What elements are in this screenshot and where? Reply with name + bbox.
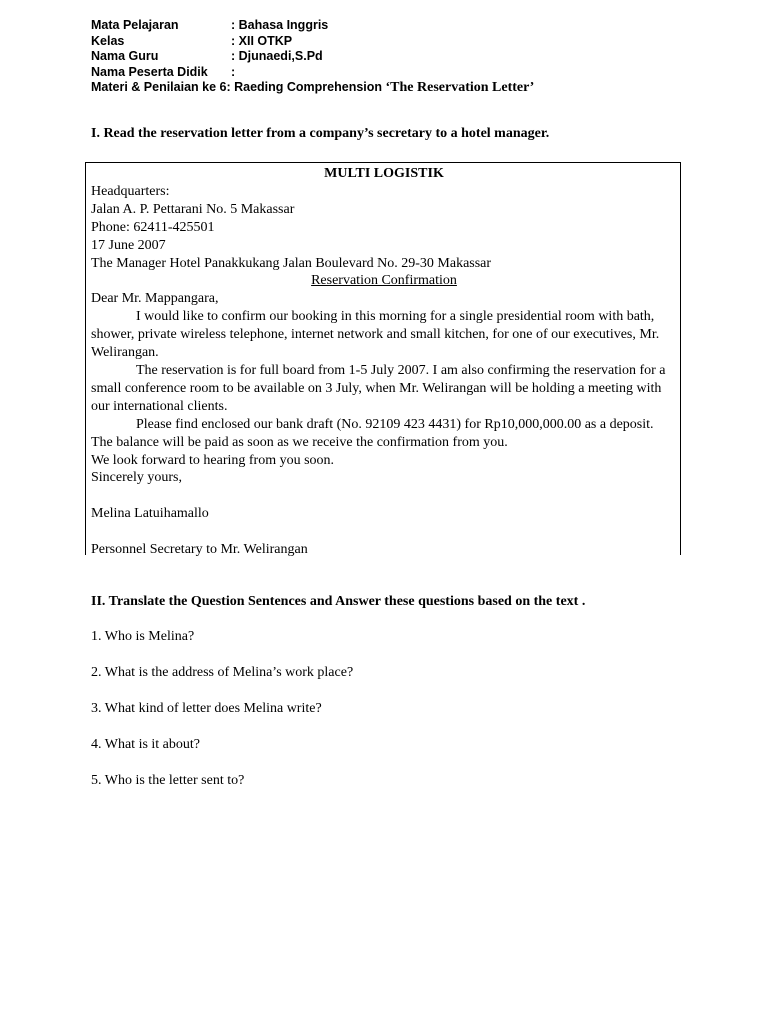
- question-item: 4. What is it about?: [91, 737, 200, 752]
- letter-spacer: [91, 523, 677, 541]
- header-label: Nama Peserta Didik: [91, 64, 208, 79]
- letter-paragraph-1: I would like to confirm our booking in this morning for a single presidential room with bath, shower, private wireless telephone, internet network and small kitchen, for one of our executives, Mr. Welirangan.: [91, 309, 660, 361]
- header-value: : XII OTKP: [231, 33, 293, 48]
- letter-paragraph-2: The reservation is for full board from 1-5 July 2007. I am also confirming the reservation for a small conference room to be available on 3 July, when Mr. Welirangan will be holding a meeting with our international clients.: [91, 362, 666, 414]
- header-row-student: [91, 65, 731, 81]
- letter-subject: [91, 272, 677, 290]
- letter-subject-text: Reservation Confirmation: [311, 273, 457, 289]
- letter-salutation: Dear Mr. Mappangara,: [91, 291, 219, 307]
- letter-address: Jalan A. P. Pettarani No. 5 Makassar: [91, 201, 295, 217]
- question-item: 5. Who is the letter sent to?: [91, 773, 245, 788]
- question-item: 3. What kind of letter does Melina write?: [91, 701, 322, 716]
- letter-company-name: MULTI LOGISTIK: [324, 166, 444, 181]
- section-2-heading: II. Translate the Question Sentences and Answer these questions based on the text .: [91, 594, 586, 609]
- letter-signer: Melina Latuihamallo: [91, 506, 209, 522]
- materi-line: [91, 80, 731, 96]
- letter-complimentary-close: Sincerely yours,: [91, 470, 182, 486]
- letter-signer-title: Personnel Secretary to Mr. Welirangan: [91, 542, 308, 557]
- letter-phone: Phone: 62411-425501: [91, 219, 215, 235]
- header-label: Nama Guru: [91, 49, 159, 63]
- letter-recipient: The Manager Hotel Panakkukang Jalan Boulevard No. 29-30 Makassar: [91, 255, 492, 271]
- header-value: : Djunaedi,S.Pd: [231, 49, 323, 63]
- materi-prefix: Materi & Penilaian ke 6: Raeding Comprehension: [91, 80, 386, 94]
- letter-paragraph-3: Please find enclosed our bank draft (No. 92109 423 4431) for Rp10,000,000.00 as a deposit. The balance will be paid as soon as we receive the confirmation from you.: [91, 416, 654, 450]
- question-item: 2. What is the address of Melina’s work place?: [91, 665, 354, 680]
- header-value: :: [231, 64, 236, 79]
- header-row-class: [91, 34, 731, 50]
- materi-title: ‘The Reservation Letter’: [385, 80, 535, 95]
- letter-closing-line: We look forward to hearing from you soon.: [91, 452, 335, 468]
- question-item: 1. Who is Melina?: [91, 629, 195, 644]
- letter-headquarters-label: Headquarters:: [91, 183, 170, 199]
- header-row-teacher: [91, 49, 731, 65]
- header-value: : Bahasa Inggris: [231, 18, 329, 32]
- letter-box: [85, 162, 681, 555]
- header-label: Kelas: [91, 33, 125, 48]
- section-1-heading: I. Read the reservation letter from a company’s secretary to a hotel manager.: [91, 126, 550, 141]
- header-label: Mata Pelajaran: [91, 18, 179, 32]
- header-row-subject: [91, 18, 731, 34]
- letter-spacer: [91, 487, 677, 505]
- worksheet-header: [91, 18, 731, 96]
- letter-body: [91, 165, 677, 559]
- letter-date: 17 June 2007: [91, 237, 166, 253]
